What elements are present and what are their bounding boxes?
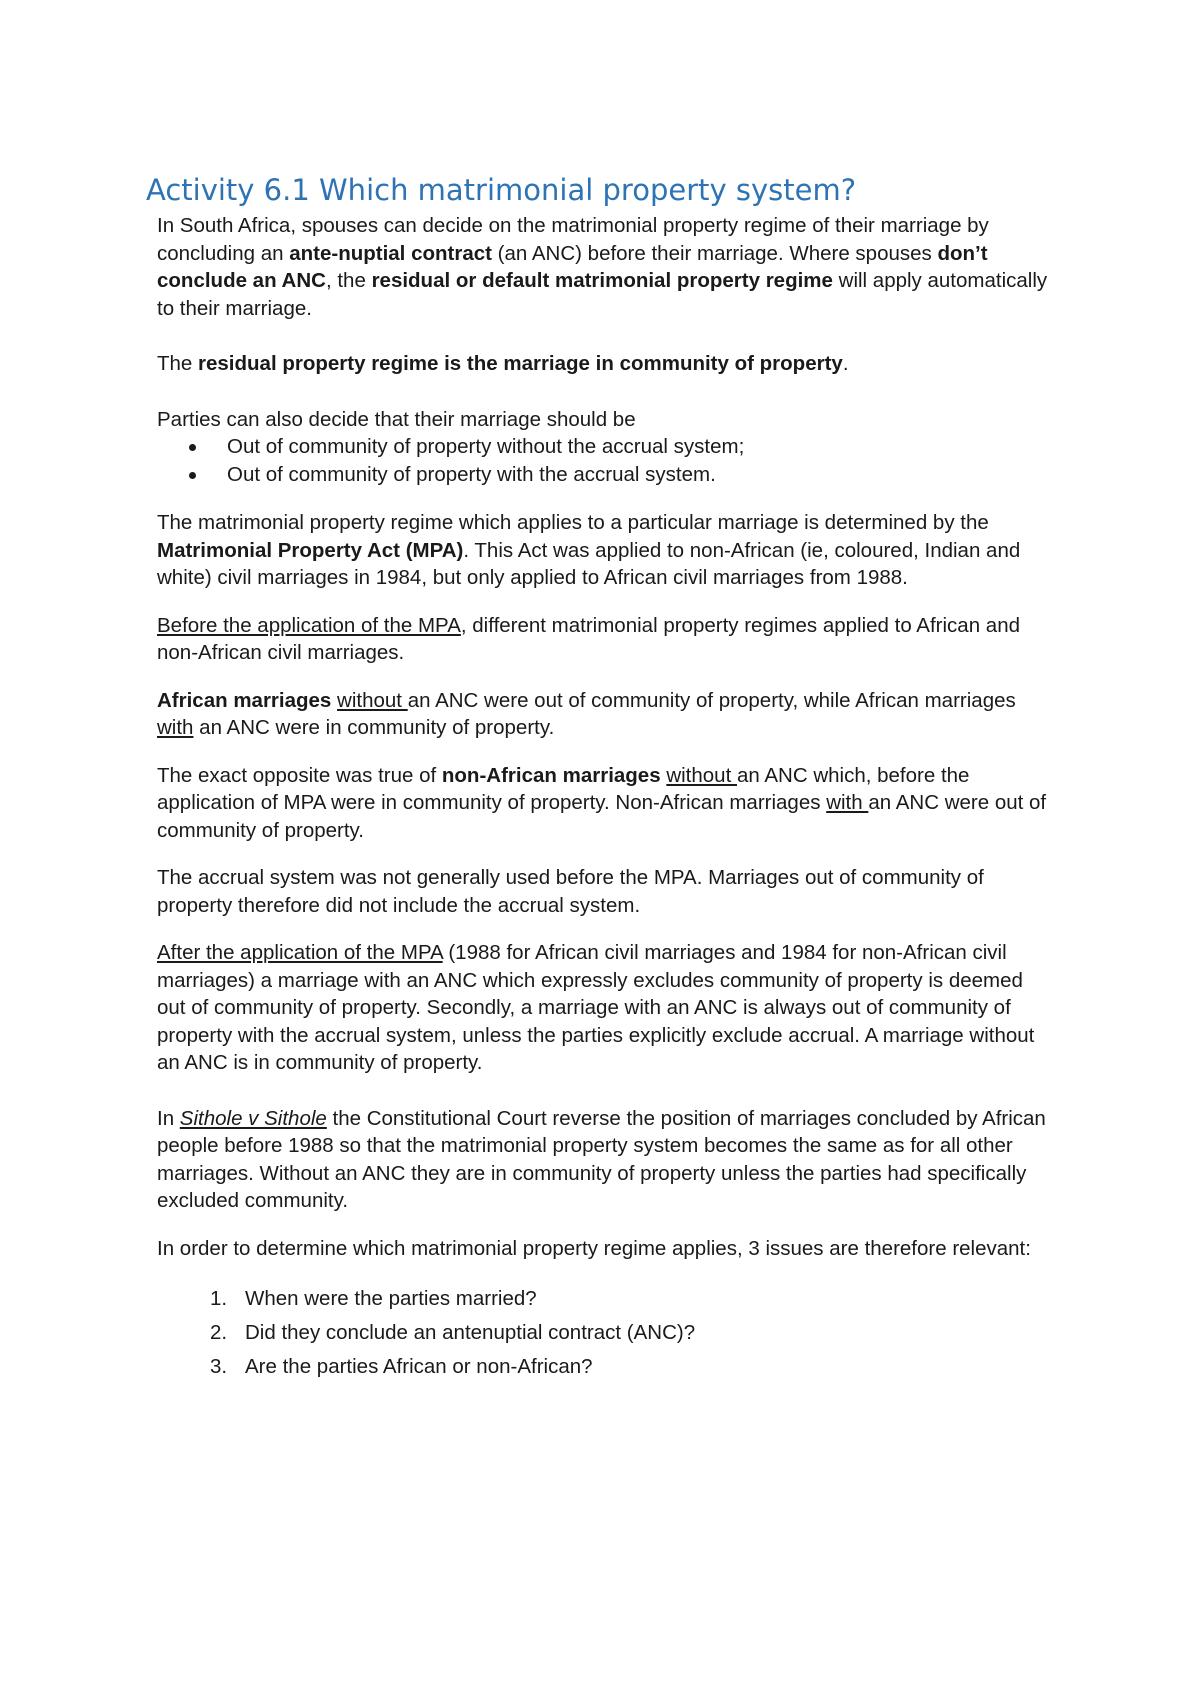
page-title: Activity 6.1 Which matrimonial property system? [146,173,857,207]
text-run: In South Africa, spouses can decide on the matrimonial property regime of their marriage by concluding an [157,214,989,265]
bold-term: don’t conclude an ANC [157,241,988,292]
text-run: The [157,352,199,375]
underlined-text: Before the application of the MPA [157,613,461,637]
list-item [210,1282,1057,1316]
list-item-text: Are the parties African or non-African? [245,1355,593,1378]
bullet-icon [189,472,196,479]
list-number: 2. [210,1321,228,1344]
text-run: an ANC which, before the application of MPA were in community of property. Non-African marriages [157,763,970,814]
list-item-text: When were the parties married? [245,1287,537,1310]
list-number: 1. [210,1287,228,1310]
options-intro-paragraph: Parties can also decide that their marriage should be [157,407,636,431]
text-run: The matrimonial property regime which applies to a particular marriage is determined by the [157,511,989,534]
text-run: will apply automatically to their marriage. [157,269,1048,320]
text-run: an ANC were out of community of property. [157,791,1047,842]
text-run: , the [325,269,372,292]
case-name [180,1107,327,1130]
list-item-text: Out of community of property with the accrual system. [227,462,716,486]
text-run: In [157,1106,180,1130]
bullet-icon [189,444,196,451]
before-mpa-paragraph [157,612,1057,667]
text-run: an ANC were in community of property. [193,716,555,739]
list-number: 3. [210,1355,228,1378]
underlined-text: without [337,688,408,712]
bold-term: residual property regime is the marriage in community of property [198,352,843,375]
mpa-paragraph [157,509,1057,592]
text-run: . [842,352,849,375]
document-page [146,170,1057,1384]
list-item [210,1316,1057,1350]
text-run: . This Act was applied to non-African (ie, coloured, Indian and white) civil marriages in 1984, but only applied to African civil marriages from 1988. [157,538,1021,589]
bold-term: residual or default matrimonial property regime [371,269,833,292]
list-item [187,461,1057,489]
list-item [210,1350,1057,1384]
text-run: (an ANC) before their marriage. Where spouses [491,241,938,265]
underlined-text: with [157,716,194,739]
options-bullet-list [157,433,1057,488]
intro-paragraph [157,212,1057,322]
underlined-text: Sithole v Sithole [179,1106,327,1130]
after-mpa-paragraph [157,939,1057,1077]
sithole-paragraph [157,1105,1057,1215]
bold-term: Matrimonial Property Act (MPA) [157,538,464,562]
text-run: , different matrimonial property regimes applied to African and non-African civil marriages. [157,613,1020,664]
bold-term: non-African marriages [441,763,661,787]
residual-regime-paragraph [157,350,1057,378]
issues-intro-paragraph: In order to determine which matrimonial property regime applies, 3 issues are therefore relevant: [157,1236,1031,1260]
list-item-text: Out of community of property without the accrual system; [227,435,745,458]
accrual-paragraph: The accrual system was not generally used before the MPA. Marriages out of community of property therefore did not include the accrual system. [157,866,984,917]
text-run: (1988 for African civil marriages and 1984 for non-African civil marriages) a marriage with an ANC which expressly excludes community of property is deemed out of community of property. Secondly, a marriage with an ANC is always out of community of property with the accrual system, unless the parties explicitly exclude accrual. A marriage without an ANC is in community of property. [157,941,1035,1074]
african-marriages-paragraph [157,687,1057,742]
list-item-text: Did they conclude an antenuptial contract (ANC)? [245,1321,696,1344]
underlined-text: with [826,791,869,814]
issues-numbered-list [157,1282,1057,1384]
underlined-text: After the application of the MPA [157,941,443,964]
bold-term: ante-nuptial contract [289,241,492,265]
list-item [187,433,1057,461]
text-run: The exact opposite was true of [157,763,442,787]
underlined-text: without [666,763,737,787]
text-run: the Constitutional Court reverse the position of marriages concluded by African people before 1988 so that the matrimonial property system becomes the same as for all other marriages. Without an ANC they are in community of property unless the parties had specifically excluded community. [157,1106,1046,1212]
bold-term: African marriages [157,688,332,712]
text-run: an ANC were out of community of property, while African marriages [407,688,1016,712]
non-african-marriages-paragraph [157,762,1057,845]
